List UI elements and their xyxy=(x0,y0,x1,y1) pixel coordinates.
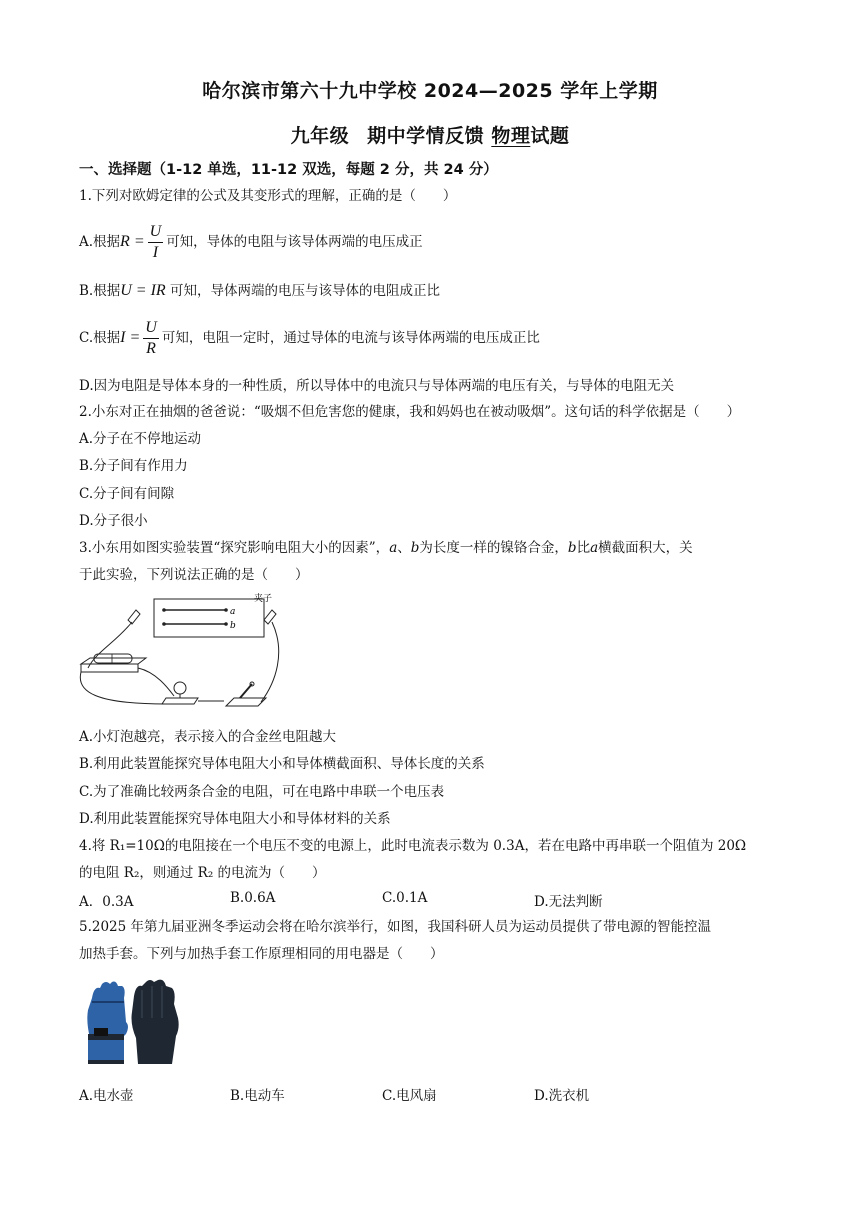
q1-c-num: U xyxy=(143,318,159,339)
section-heading: 一、选择题（1-12 单选，11-12 双选，每题 2 分，共 24 分） xyxy=(79,162,498,178)
q5-option-c: C.电风扇 xyxy=(382,1088,437,1104)
title-subject: 物理 xyxy=(491,125,531,147)
q2-option-d: D.分子很小 xyxy=(79,513,148,529)
left-clip xyxy=(128,610,140,624)
q1-c-fraction xyxy=(143,318,159,359)
q1-c-den: R xyxy=(146,340,156,357)
dark-glove xyxy=(132,980,179,1064)
q3-var-b: b xyxy=(567,540,577,556)
q3-option-a: A.小灯泡越亮，表示接入的合金丝电阻越大 xyxy=(79,729,337,745)
q3-circuit-figure xyxy=(76,592,300,722)
q2-option-b: B.分子间有作用力 xyxy=(79,458,188,474)
q4-option-b: B.0.6A xyxy=(230,890,276,906)
q1-c-pre: C.根据 xyxy=(79,330,121,346)
q3-stem-part: 、 xyxy=(397,540,411,556)
q1-a-den: I xyxy=(152,244,159,261)
q4-option-c: C.0.1A xyxy=(382,890,428,906)
title-exam: 期中学情反馈 xyxy=(367,125,485,147)
wire-a-label: a xyxy=(230,607,236,617)
q4-option-d: D.无法判断 xyxy=(534,894,603,910)
title-suffix: 试题 xyxy=(530,125,570,147)
q3-stem-line1 xyxy=(79,538,693,558)
title-grade: 九年级 xyxy=(290,125,350,147)
q4-option-a: A．0.3A xyxy=(79,894,134,910)
q3-var-a: a xyxy=(389,540,398,556)
q3-stem-part: 3.小东用如图实验装置“探究影响电阻大小的因素”， xyxy=(79,540,390,556)
q1-stem: 1.下列对欧姆定律的公式及其变形式的理解，正确的是（ ） xyxy=(79,188,457,204)
q5-stem-line1: 5.2025 年第九届亚洲冬季运动会将在哈尔滨举行，如图，我国科研人员为运动员提供了带电源的智能控温 xyxy=(79,919,712,935)
q1-c-lhs: I = xyxy=(120,329,141,346)
q3-stem-part: 横截面积大，关 xyxy=(598,540,693,556)
q3-var-a: a xyxy=(590,540,599,556)
q1-b-pre: B.根据 xyxy=(79,283,121,299)
q5-option-a: A.电水壶 xyxy=(79,1088,134,1104)
q5-stem-line2: 加热手套。下列与加热手套工作原理相同的用电器是（ ） xyxy=(79,946,444,962)
alloy-wire-board xyxy=(154,599,264,637)
q3-option-c: C.为了准确比较两条合金的电阻，可在电路中串联一个电压表 xyxy=(79,784,445,800)
blue-glove xyxy=(87,982,128,1065)
right-clip xyxy=(264,610,276,624)
q5-option-b: B.电动车 xyxy=(230,1088,285,1104)
q5-gloves-image xyxy=(80,978,186,1070)
q1-option-a xyxy=(79,222,423,263)
q1-a-post: 可知，导体的电阻与该导体两端的电压成正 xyxy=(166,234,423,250)
q3-stem-line2: 于此实验，下列说法正确的是（ ） xyxy=(79,567,309,583)
wire-b-label: b xyxy=(230,621,236,631)
q1-a-pre: A.根据 xyxy=(79,234,121,250)
q2-stem: 2.小东对正在抽烟的爸爸说：“吸烟不但危害您的健康，我和妈妈也在被动吸烟”。这句话的科学依据是（ ） xyxy=(79,404,741,420)
exam-title-school: 哈尔滨市第六十九中学校 2024—2025 学年上学期 xyxy=(202,80,658,102)
q2-option-c: C.分子间有间隙 xyxy=(79,486,175,502)
q1-a-lhs: R = xyxy=(120,233,145,250)
exam-title-subject xyxy=(0,121,860,148)
q1-a-num: U xyxy=(148,222,164,243)
q3-option-d: D.利用此装置能探究导体电阻大小和导体材料的关系 xyxy=(79,811,391,827)
q2-option-a: A.分子在不停地运动 xyxy=(79,431,202,447)
q1-a-fraction xyxy=(148,222,164,263)
clip-label: 夹子 xyxy=(254,594,273,604)
lamp-base xyxy=(162,698,198,704)
q1-option-d: D.因为电阻是导体本身的一种性质，所以导体中的电流只与导体两端的电压有关，与导体的电阻无关 xyxy=(79,378,675,394)
q1-b-formula: U = IR xyxy=(120,282,166,299)
q3-var-b: b xyxy=(410,540,420,556)
switch-lever xyxy=(240,684,252,698)
q4-stem-line2: 的电阻 R₂，则通过 R₂ 的电流为（ ） xyxy=(79,865,326,881)
q1-b-post: 可知，导体两端的电压与该导体的电阻成正比 xyxy=(169,283,440,299)
q1-c-post: 可知，电阻一定时，通过导体的电流与该导体两端的电压成正比 xyxy=(161,330,540,346)
q4-stem-line1: 4.将 R₁=10Ω的电阻接在一个电压不变的电源上，此时电流表示数为 0.3A，若在电路中再串联一个阻值为 20Ω xyxy=(79,838,747,854)
q3-option-b: B.利用此装置能探究导体电阻大小和导体横截面积、导体长度的关系 xyxy=(79,756,485,772)
q5-option-d: D.洗衣机 xyxy=(534,1088,590,1104)
lamp-bulb xyxy=(174,682,186,694)
q1-option-c xyxy=(79,318,540,359)
q1-option-b xyxy=(79,281,440,301)
q3-stem-part: 比 xyxy=(576,540,591,556)
q3-stem-part: 为长度一样的镍铬合金， xyxy=(419,540,568,556)
switch-base xyxy=(226,698,266,706)
